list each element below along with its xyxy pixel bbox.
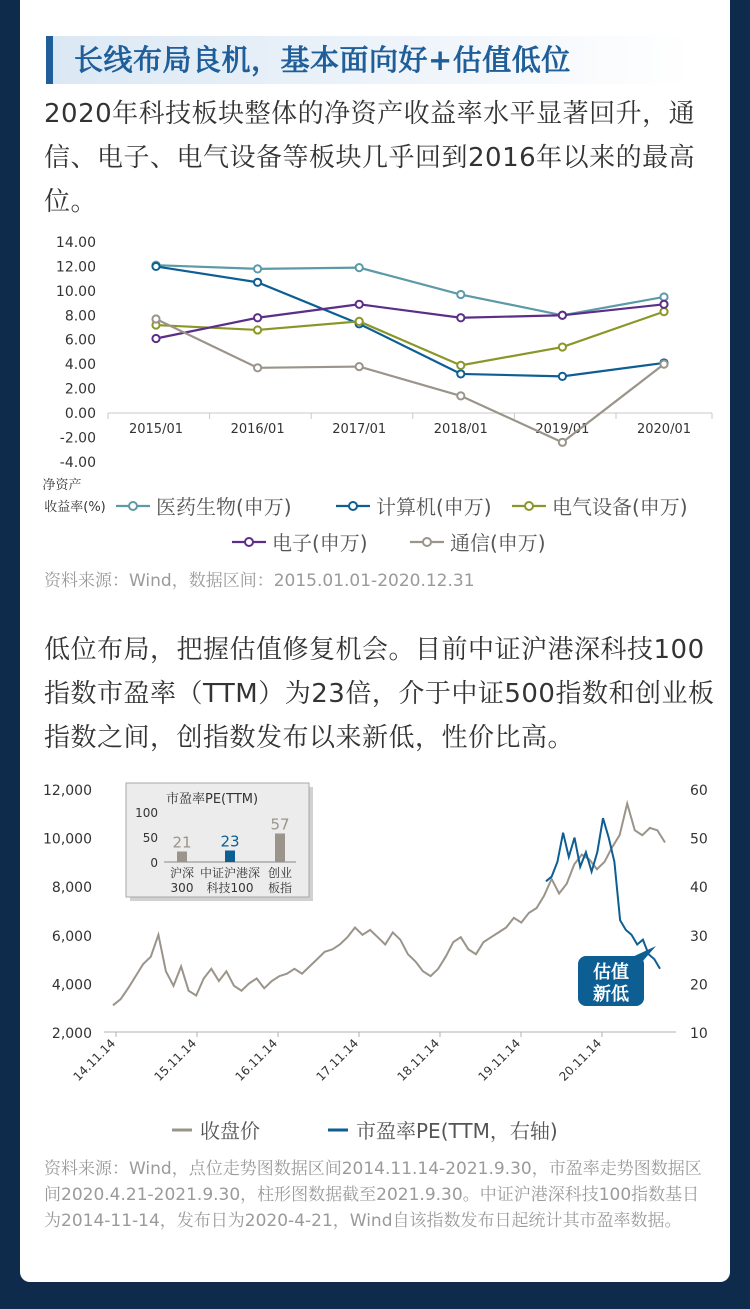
inset-bar bbox=[177, 852, 187, 863]
legend-label: 医药生物(申万) bbox=[156, 495, 292, 519]
left-y-tick-label: 12,000 bbox=[43, 783, 92, 799]
x-tick-label: 2020/01 bbox=[636, 422, 692, 437]
left-y-tick-label: 10,000 bbox=[43, 831, 92, 848]
inset-bar-value: 57 bbox=[270, 815, 290, 834]
right-y-tick-label: 30 bbox=[690, 928, 708, 945]
source-note-1: 资料来源：Wind，数据区间：2015.01.01-2020.12.31 bbox=[44, 571, 475, 591]
y-axis-label-line1: 净资产 bbox=[42, 478, 82, 493]
y-tick-label: 12.00 bbox=[55, 259, 96, 276]
legend-label: 电气设备(申万) bbox=[552, 495, 688, 519]
legend-label: 计算机(申万) bbox=[376, 495, 492, 519]
legend-label: 收盘价 bbox=[200, 1119, 260, 1143]
y-tick-label: 0.00 bbox=[64, 406, 96, 422]
pe-ratio-line bbox=[546, 818, 660, 969]
inset-category-label-line2: 300 bbox=[170, 881, 194, 895]
right-y-tick-label: 60 bbox=[690, 783, 708, 799]
inset-bar-chart bbox=[126, 783, 313, 901]
inset-y-tick: 100 bbox=[135, 806, 158, 820]
x-tick-label: 2016/01 bbox=[230, 422, 285, 437]
inset-bar-value: 23 bbox=[220, 832, 240, 851]
y-tick-label: 4.00 bbox=[64, 357, 96, 374]
x-tick-label: 2017/01 bbox=[332, 422, 387, 437]
paragraph-roe: 2020年科技板块整体的净资产收益率水平显著回升，通信、电子、电气设备等板块几乎回到2016年以来的最高位。 bbox=[44, 99, 696, 217]
inset-bar bbox=[225, 851, 235, 863]
x-tick-label: 20.11.14 bbox=[556, 1036, 605, 1084]
inset-category-label-line2: 科技100 bbox=[206, 881, 254, 895]
x-tick-label: 2015/01 bbox=[128, 422, 184, 437]
legend-label: 通信(申万) bbox=[450, 531, 546, 555]
x-tick-label: 2019/01 bbox=[535, 422, 590, 437]
x-tick-label: 2018/01 bbox=[433, 422, 488, 437]
x-tick-label: 15.11.14 bbox=[151, 1036, 200, 1084]
inset-category-label-line1: 中证沪港深 bbox=[199, 866, 261, 880]
y-tick-label: -2.00 bbox=[59, 430, 96, 447]
paragraph-valuation: 低位布局，把握估值修复机会。目前中证沪港深科技100指数市盈率（TTM）为23倍，介于中证500指数和创业板指数之间，创指数发布以来新低，性价比高。 bbox=[44, 635, 715, 753]
y-tick-label: 6.00 bbox=[64, 332, 96, 349]
legend-label: 电子(申万) bbox=[272, 531, 368, 555]
inset-bar-value: 21 bbox=[172, 833, 192, 852]
right-y-tick-label: 10 bbox=[690, 1026, 708, 1042]
inset-y-tick: 0 bbox=[150, 856, 158, 870]
y-tick-label: 14.00 bbox=[55, 235, 96, 251]
inset-category-label-line2: 板指 bbox=[267, 881, 293, 895]
y-axis-label-line2: 收益率(%) bbox=[44, 500, 106, 515]
inset-category-label-line1: 沪深 bbox=[169, 866, 195, 880]
inset-y-tick: 50 bbox=[142, 831, 158, 845]
x-tick-label: 19.11.14 bbox=[475, 1036, 524, 1084]
annotation-text-line2: 新低 bbox=[593, 984, 629, 1005]
right-y-tick-label: 40 bbox=[690, 880, 708, 897]
x-tick-label: 16.11.14 bbox=[232, 1036, 281, 1084]
y-tick-label: 10.00 bbox=[55, 283, 96, 300]
left-y-tick-label: 4,000 bbox=[51, 977, 92, 994]
x-tick-label: 18.11.14 bbox=[394, 1036, 443, 1084]
y-tick-label: 2.00 bbox=[64, 381, 96, 398]
left-y-tick-label: 8,000 bbox=[51, 880, 92, 897]
y-tick-label: -4.00 bbox=[59, 454, 96, 471]
section-heading: 长线布局良机，基本面向好+估值低位 bbox=[74, 43, 571, 77]
inset-category-label-line1: 创业 bbox=[267, 866, 293, 880]
x-tick-label: 14.11.14 bbox=[70, 1036, 119, 1084]
source-note-2: 资料来源：Wind，点位走势图数据区间2014.11.14-2021.9.30，市盈率走势图数据区间2020.4.21-2021.9.30，柱形图数据截至2021.9.30。中证沪港深科技100指数基日为2014-11-14，发布日为2020-4-21，Wind自该指数发布日起统计其市盈率数据。 bbox=[44, 1159, 702, 1231]
y-tick-label: 8.00 bbox=[64, 308, 96, 325]
inset-title: 市盈率PE(TTM) bbox=[166, 792, 259, 807]
left-y-tick-label: 2,000 bbox=[51, 1026, 92, 1042]
annotation-callout bbox=[578, 946, 656, 1006]
annotation-text-line1: 估值 bbox=[593, 962, 629, 983]
legend-label: 市盈率PE(TTM，右轴) bbox=[356, 1119, 558, 1143]
x-tick-label: 17.11.14 bbox=[313, 1036, 362, 1084]
left-y-tick-label: 6,000 bbox=[51, 928, 92, 945]
right-y-tick-label: 50 bbox=[690, 831, 708, 848]
right-y-tick-label: 20 bbox=[690, 977, 708, 994]
inset-bar bbox=[275, 834, 285, 863]
